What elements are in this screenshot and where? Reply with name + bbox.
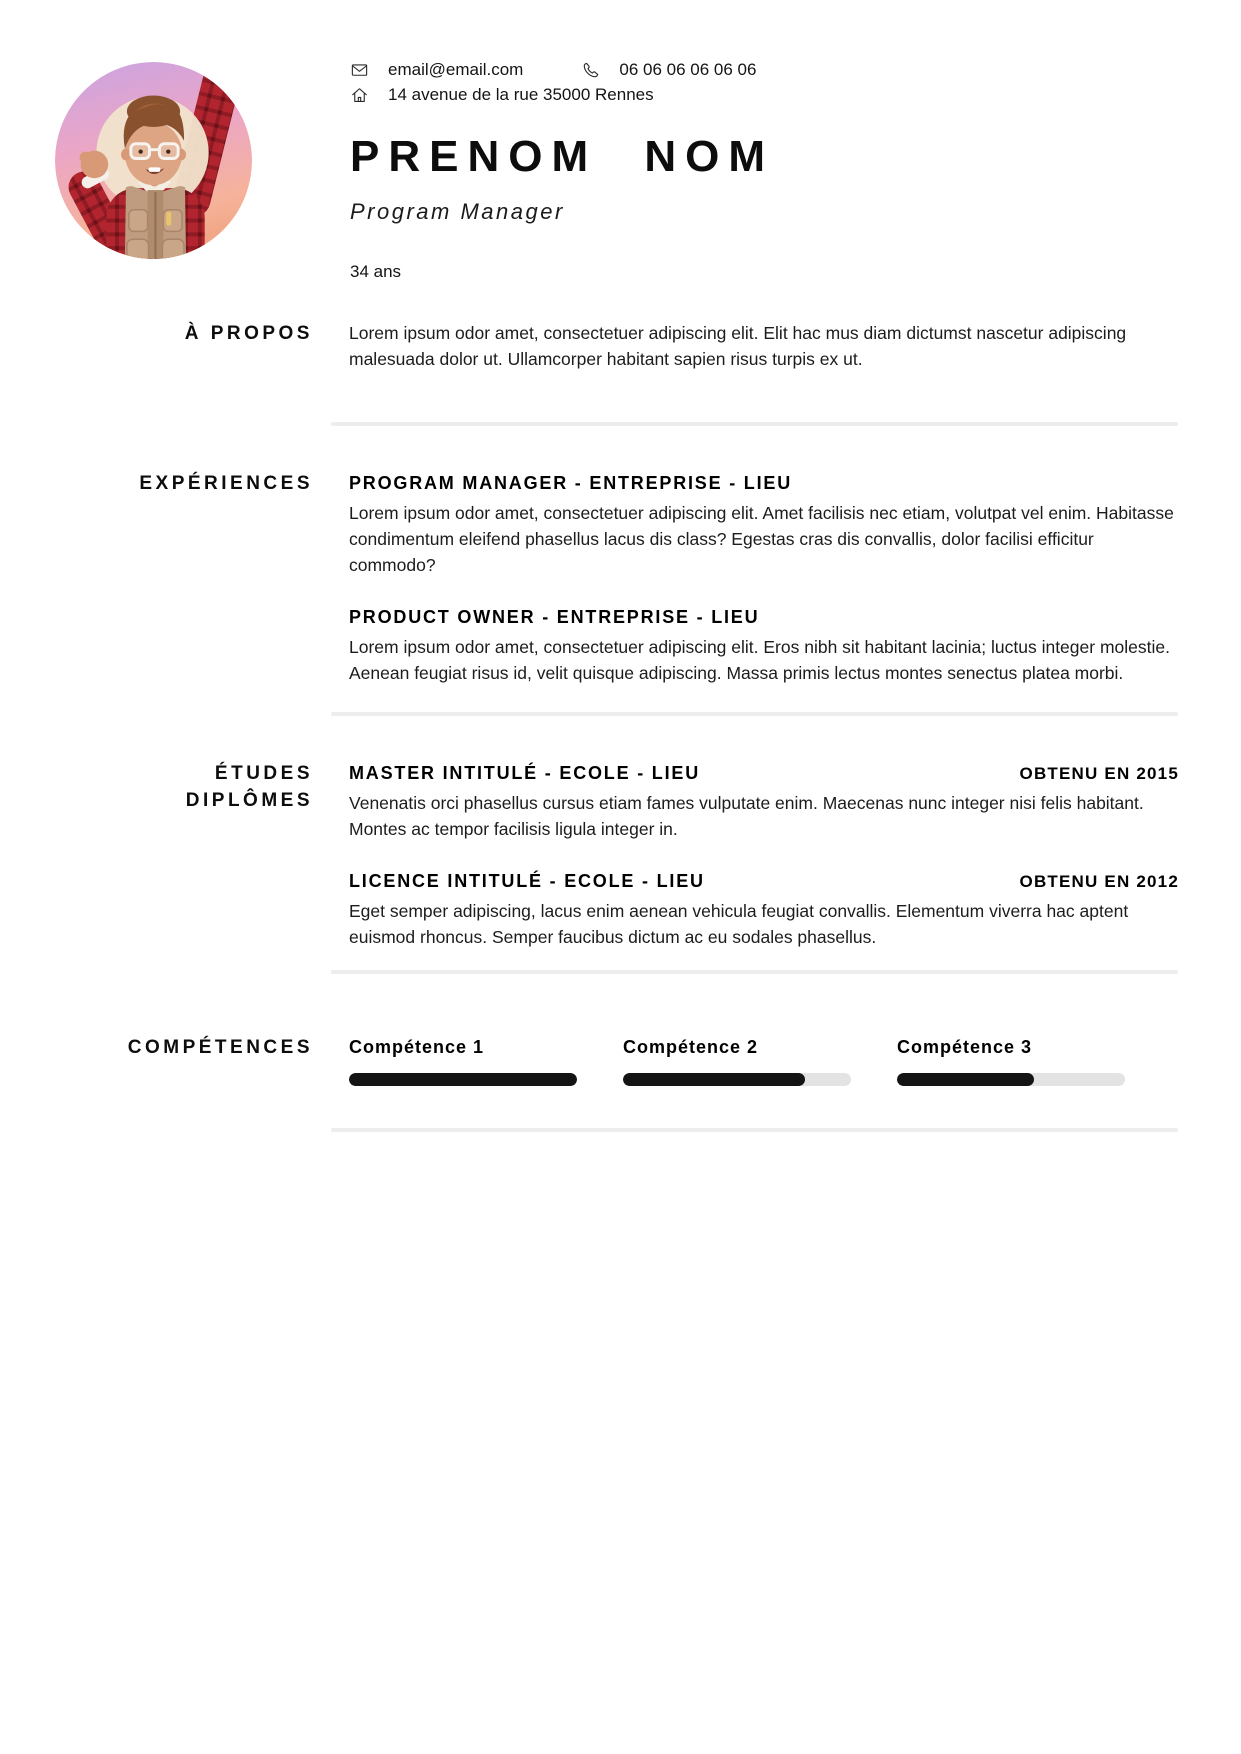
skill-bar-fill [349,1073,577,1086]
section-about [70,320,1180,372]
section-skills [70,1034,1180,1086]
skill-name: Compétence 3 [897,1037,1033,1057]
avatar [55,62,252,259]
divider [331,422,1178,426]
person-name: PRENOM NOM [350,132,774,181]
skill-item [349,1034,577,1086]
header [350,57,1180,282]
section-about-label: À PROPOS [184,323,313,344]
experience-entry [349,604,1179,686]
divider [331,712,1178,716]
home-icon [350,86,369,105]
section-education [70,760,1180,950]
education-date: OBTENU EN 2015 [1019,764,1179,783]
contact-row-2 [350,85,1180,105]
skill-item [897,1034,1125,1086]
skill-bar [349,1073,577,1086]
section-education-label-line2: DIPLÔMES [185,790,313,811]
skill-bar [897,1073,1125,1086]
education-title: MASTER INTITULÉ - ECOLE - LIEU [349,763,700,783]
experience-title: PRODUCT OWNER - ENTREPRISE - LIEU [349,607,760,627]
education-date: OBTENU EN 2012 [1019,872,1179,891]
skill-bar-fill [623,1073,805,1086]
contact-row-1 [350,60,1180,80]
experience-description: Lorem ipsum odor amet, consectetuer adipiscing elit. Amet facilisis nec etiam, volutpat vel enim. Habitasse condimentum eleifend phasellus lacus dis class? Egestas cras dis convallis, dolor facilisi efficitur commodo? [349,503,1174,575]
about-text: Lorem ipsum odor amet, consectetuer adipiscing elit. Elit hac mus diam dictumst nascetur adipiscing malesuada dolor ut. Ullamcorper habitant sapien risus turpis ex ut. [349,323,1127,369]
contact-email [350,60,523,80]
envelope-icon [350,61,369,80]
phone-icon [581,61,600,80]
skill-bar-fill [897,1073,1034,1086]
contact-address [350,85,654,105]
education-description: Venenatis orci phasellus cursus etiam fames vulputate enim. Maecenas nunc integer nisi felis habitant. Montes ac tempor facilisis ligula integer in. [349,793,1144,839]
section-education-label-line1: ÉTUDES [214,763,313,784]
age: 34 ans [350,262,402,281]
section-experiences-label: EXPÉRIENCES [139,473,313,494]
skill-name: Compétence 2 [623,1037,759,1057]
divider [331,970,1178,974]
contact-address-text: 14 avenue de la rue 35000 Rennes [388,85,654,104]
skill-item [623,1034,851,1086]
job-title: Program Manager [350,199,565,224]
section-experiences [70,470,1180,686]
section-skills-label: COMPÉTENCES [127,1037,313,1058]
skills-row [349,1034,1179,1086]
avatar-illustration [55,62,252,259]
education-entry [349,760,1179,842]
education-entry [349,868,1179,950]
education-description: Eget semper adipiscing, lacus enim aenean vehicula feugiat convallis. Elementum viverra hac aptent euismod rhoncus. Semper faucibus dictum ac eu sodales phasellus. [349,901,1129,947]
contact-phone-text: 06 06 06 06 06 06 [619,60,757,79]
skill-name: Compétence 1 [349,1037,485,1057]
education-title: LICENCE INTITULÉ - ECOLE - LIEU [349,871,705,891]
section-education-label [70,760,313,814]
contact-email-text: email@email.com [388,60,524,79]
contact-phone [581,60,756,80]
experience-description: Lorem ipsum odor amet, consectetuer adipiscing elit. Eros nibh sit habitant lacinia; luctus integer molestie. Aenean feugiat risus id, velit quisque adipiscing. Massa primis lectus montes senectus platea morbi. [349,637,1170,683]
experience-entry [349,470,1179,578]
experience-title: PROGRAM MANAGER - ENTREPRISE - LIEU [349,473,793,493]
skill-bar [623,1073,851,1086]
divider [331,1128,1178,1132]
